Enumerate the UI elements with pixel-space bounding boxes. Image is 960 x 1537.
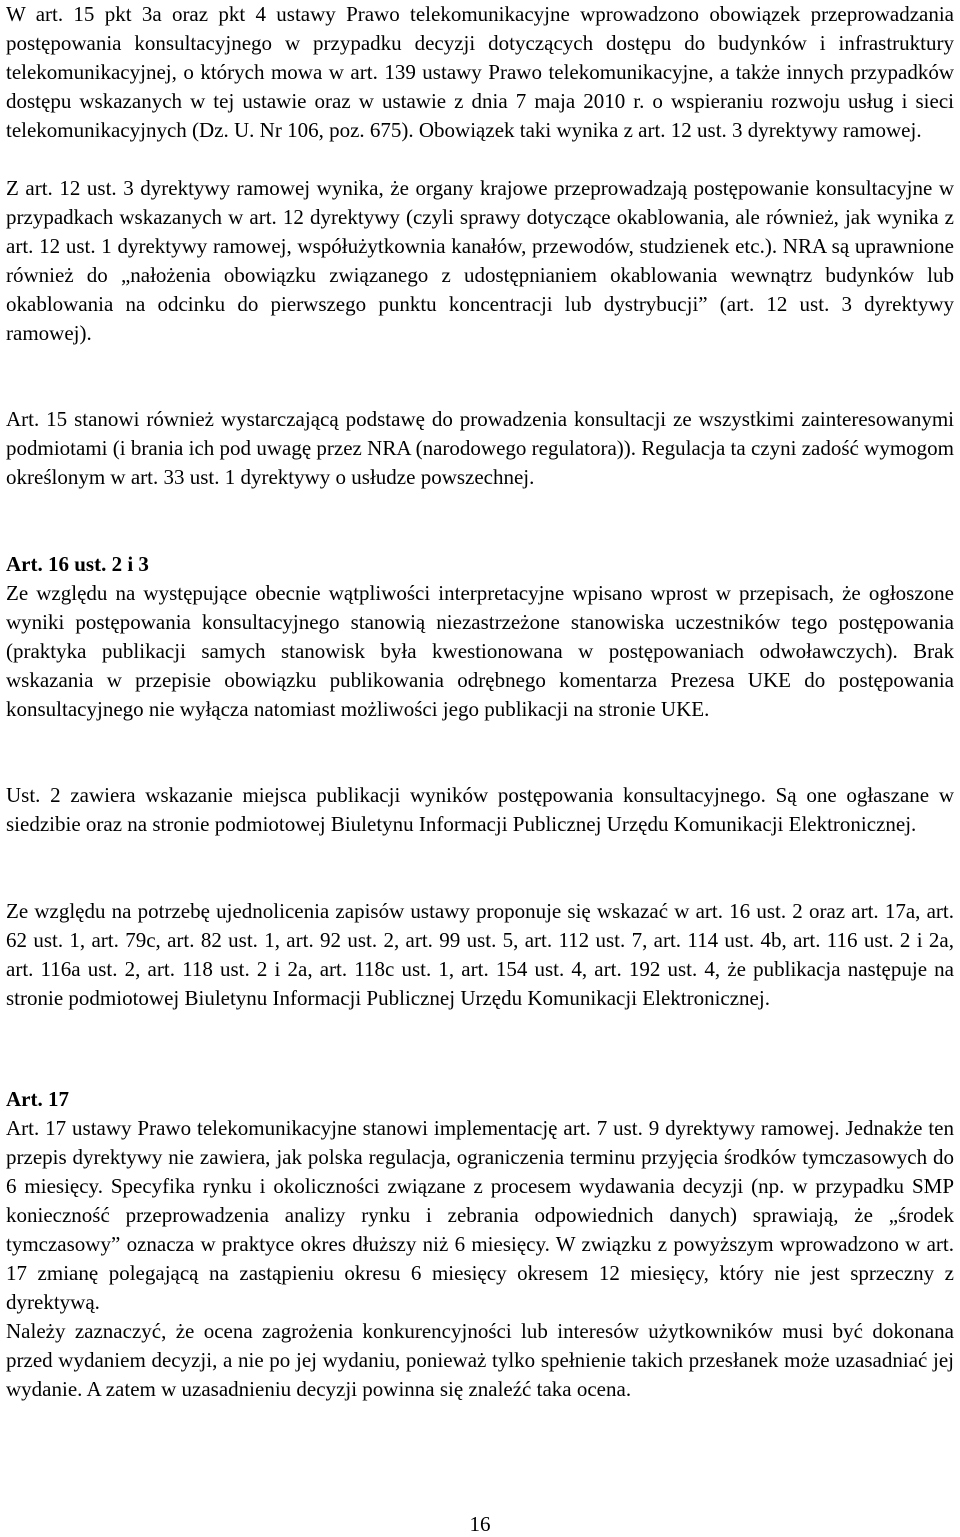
section-ust-2: [6, 781, 954, 839]
section-unification: [6, 897, 954, 1013]
section-art-17: [6, 1085, 954, 1404]
paragraph-art-15-obligation: W art. 15 pkt 3a oraz pkt 4 ustawy Prawo telekomunikacyjne wprowadzono obowiązek przeprowadzania postępowania konsultacyjnego w przypadku decyzji dotyczących dostępu do budynków i infrastruktury telekomunikacyjnej, o których mowa w art. 139 ustawy Prawo telekomunikacyjne, a także innych przypadków dostępu wskazanych w tej ustawie oraz w ustawie z dnia 7 maja 2010 r. o wspieraniu rozwoju usług i sieci telekomunikacyjnych (Dz. U. Nr 106, poz. 675). Obowiązek taki wynika z art. 12 ust. 3 dyrektywy ramowej.: [6, 2, 954, 142]
paragraph-art-17-assessment: Należy zaznaczyć, że ocena zagrożenia konkurencyjności lub interesów użytkowników musi być dokonana przed wydaniem decyzji, a nie po jej wydaniu, ponieważ tylko spełnienie takich przesłanek może uzasadniać jej wydanie. A zatem w uzasadnieniu decyzji powinna się znaleźć taka ocena.: [6, 1319, 954, 1401]
paragraph-unification: Ze względu na potrzebę ujednolicenia zapisów ustawy proponuje się wskazać w art. 16 ust. 2 oraz art. 17a, art. 62 ust. 1, art. 79c, art. 82 ust. 1, art. 92 ust. 2, art. 99 ust. 5, art. 112 ust. 7, art. 114 ust. 4b, art. 116 ust. 2 i 2a, art. 116a ust. 2, art. 118 ust. 2 i 2a, art. 118c ust. 1, art. 154 ust. 4, art. 192 ust. 4, że publikacja następuje na stronie podmiotowej Biuletynu Informacji Publicznej Urzędu Komunikacji Elektronicznej.: [6, 899, 954, 1010]
paragraph-ust-2-publication: Ust. 2 zawiera wskazanie miejsca publikacji wyników postępowania konsultacyjnego. Są one ogłaszane w siedzibie oraz na stronie podmiotowej Biuletynu Informacji Publicznej Urzędu Komunikacji Elektronicznej.: [6, 783, 954, 836]
heading-art-17: Art. 17: [6, 1087, 69, 1111]
heading-art-16: Art. 16 ust. 2 i 3: [6, 552, 149, 576]
paragraph-art-15-consultation: Art. 15 stanowi również wystarczającą podstawę do prowadzenia konsultacji ze wszystkimi zainteresowanymi podmiotami (i brania ich pod uwagę przez NRA (narodowego regulatora)). Regulacja ta czyni zadość wymogom określonym w art. 33 ust. 1 dyrektywy o usłudze powszechnej.: [6, 407, 954, 489]
paragraph-art-12-directive: Z art. 12 ust. 3 dyrektywy ramowej wynika, że organy krajowe przeprowadzają postępowanie konsultacyjne w przypadkach wskazanych w art. 12 dyrektywy (czyli sprawy dotyczące okablowania, ale również, jak wynika z art. 12 ust. 1 dyrektywy ramowej, współużytkownia kanałów, przewodów, studzienek etc.). NRA są uprawnione również do „nałożenia obowiązku związanego z udostępnianiem okablowania wewnątrz budynków lub okablowania na odcinku do pierwszego punktu koncentracji lub dystrybucji” (art. 12 ust. 3 dyrektywy ramowej).: [6, 176, 954, 345]
section-art-15-intro: [6, 0, 954, 145]
section-art-16: [6, 550, 954, 724]
page-number: 16: [469, 1512, 491, 1536]
paragraph-art-17-implementation: Art. 17 ustawy Prawo telekomunikacyjne stanowi implementację art. 7 ust. 9 dyrektywy ramowej. Jednakże ten przepis dyrektywy nie zawiera, jak polska regulacja, ograniczenia terminu przyjęcia środków tymczasowych do 6 miesięcy. Specyfika rynku i okoliczności związane z procesem wydawania decyzji (np. w przypadku SMP konieczność przeprowadzenia analizy rynku i zebrania odpowiednich danych) sprawiają, że „środek tymczasowy” oznacza w praktyce okres dłuższy niż 6 miesięcy. W związku z powyższym wprowadzono w art. 17 zmianę polegającą na zastąpieniu okresu 6 miesięcy okresem 12 miesięcy, który nie jest sprzeczny z dyrektywą.: [6, 1116, 954, 1314]
section-art-15-consultation: [6, 405, 954, 492]
section-art-12-directive: [6, 174, 954, 348]
paragraph-art-16-interpretation: Ze względu na występujące obecnie wątpliwości interpretacyjne wpisano wprost w przepisach, że ogłoszone wyniki postępowania konsultacyjnego stanowią niezastrzeżone stanowiska uczestników tego postępowania (praktyka publikacji samych stanowisk była kwestionowana w postępowaniach odwoławczych). Brak wskazania w przepisie obowiązku publikowania odrębnego komentarza Prezesa UKE do postępowania konsultacyjnego nie wyłącza natomiast możliwości jego publikacji na stronie UKE.: [6, 581, 954, 721]
